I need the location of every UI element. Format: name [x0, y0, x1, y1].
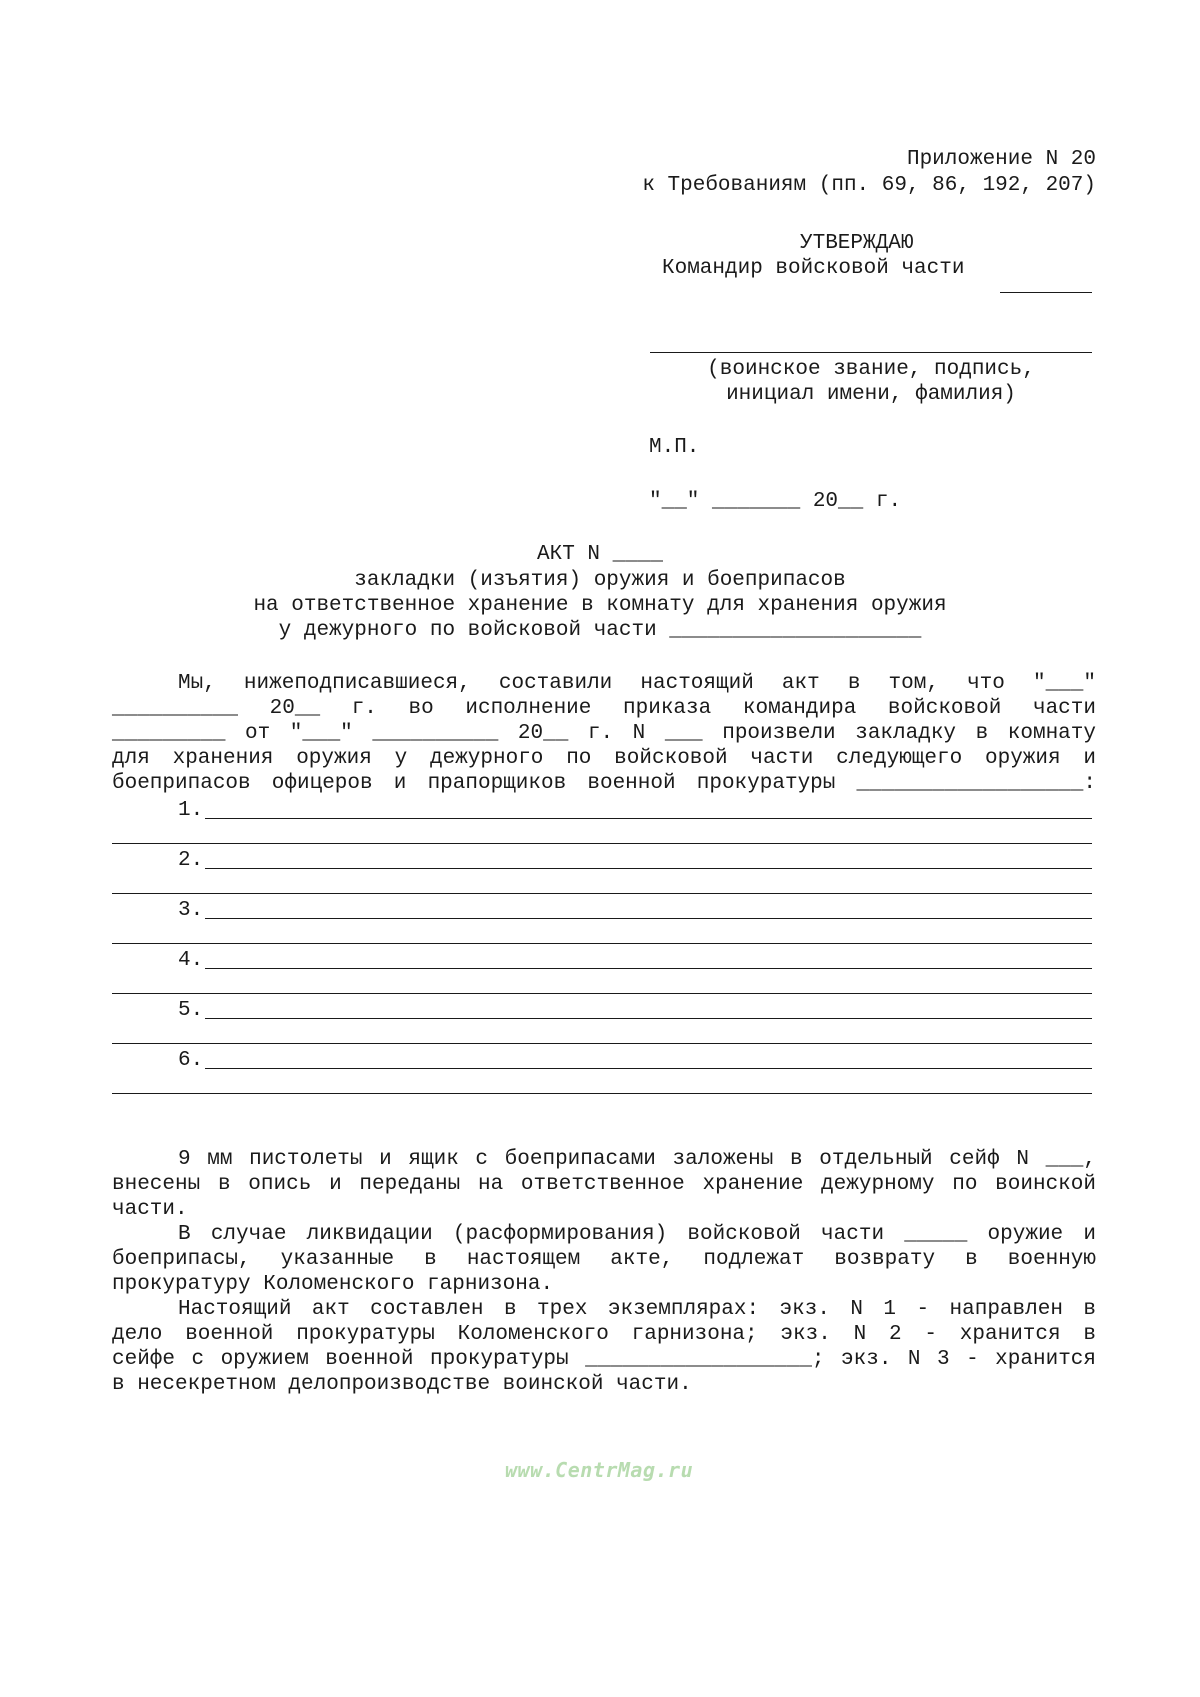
- paragraph-3-line-2: дело военной прокуратуры Коломенского гарнизона; экз. N 2 - хранится в: [112, 1323, 1096, 1346]
- item-number: 2.: [178, 849, 204, 872]
- unit-number-line: [1000, 292, 1092, 293]
- item-line: [205, 1018, 1092, 1019]
- paragraph-2-line-3: прокуратуру Коломенского гарнизона.: [112, 1273, 554, 1296]
- item-number: 6.: [178, 1049, 204, 1072]
- approval-date: "__" _______ 20__ г.: [649, 490, 902, 513]
- intro-line-1: Мы, нижеподписавшиеся, составили настоящий акт в том, что "___": [178, 672, 1096, 695]
- act-subtitle-3: у дежурного по войсковой части ____________________: [278, 619, 922, 642]
- paragraph-3-line-3: сейфе с оружием военной прокуратуры __________________; экз. N 3 - хранится: [112, 1348, 1096, 1371]
- act-subtitle-1: закладки (изъятия) оружия и боеприпасов: [354, 569, 846, 592]
- approval-commander: Командир войсковой части: [662, 257, 965, 280]
- signature-line: [650, 352, 1092, 353]
- item-line: [205, 918, 1092, 919]
- intro-line-5: боеприпасов офицеров и прапорщиков военной прокуратуры __________________:: [112, 772, 1096, 795]
- paragraph-3-line-4: в несекретном делопроизводстве воинской части.: [112, 1373, 692, 1396]
- item-number: 5.: [178, 999, 204, 1022]
- item-continuation-line: [112, 993, 1092, 994]
- item-number: 1.: [178, 799, 204, 822]
- signature-caption-1: (воинское звание, подпись,: [707, 358, 1035, 381]
- item-continuation-line: [112, 1093, 1092, 1094]
- watermark-text: www.CentrMag.ru: [505, 1458, 694, 1482]
- paragraph-3-line-1: Настоящий акт составлен в трех экземплярах: экз. N 1 - направлен в: [178, 1298, 1096, 1321]
- paragraph-2-line-1: В случае ликвидации (расформирования) войсковой части _____ оружие и: [178, 1223, 1096, 1246]
- intro-line-3: _________ от "___" __________ 20__ г. N ___ произвели закладку в комнату: [112, 722, 1096, 745]
- approval-title: УТВЕРЖДАЮ: [800, 232, 914, 255]
- intro-line-2: __________ 20__ г. во исполнение приказа командира войсковой части: [112, 697, 1096, 720]
- seal-mark: М.П.: [649, 436, 700, 459]
- item-line: [205, 818, 1092, 819]
- paragraph-1-line-2: внесены в опись и переданы на ответственное хранение дежурному по воинской: [112, 1173, 1096, 1196]
- appendix-number: Приложение N 20: [906, 148, 1096, 171]
- item-number: 4.: [178, 949, 204, 972]
- appendix-reference: к Требованиям (пп. 69, 86, 192, 207): [642, 174, 1096, 197]
- paragraph-1-line-3: части.: [112, 1198, 188, 1221]
- intro-line-4: для хранения оружия у дежурного по войсковой части следующего оружия и: [112, 747, 1096, 770]
- item-continuation-line: [112, 943, 1092, 944]
- signature-caption-2: инициал имени, фамилия): [726, 383, 1016, 406]
- paragraph-2-line-2: боеприпасы, указанные в настоящем акте, подлежат возврату в военную: [112, 1248, 1096, 1271]
- item-continuation-line: [112, 893, 1092, 894]
- item-line: [205, 968, 1092, 969]
- item-continuation-line: [112, 843, 1092, 844]
- item-line: [205, 1068, 1092, 1069]
- item-continuation-line: [112, 1043, 1092, 1044]
- item-number: 3.: [178, 899, 204, 922]
- act-subtitle-2: на ответственное хранение в комнату для хранения оружия: [253, 594, 947, 617]
- act-title: АКТ N ____: [536, 543, 664, 566]
- item-line: [205, 868, 1092, 869]
- paragraph-1-line-1: 9 мм пистолеты и ящик с боеприпасами заложены в отдельный сейф N ___,: [178, 1148, 1096, 1171]
